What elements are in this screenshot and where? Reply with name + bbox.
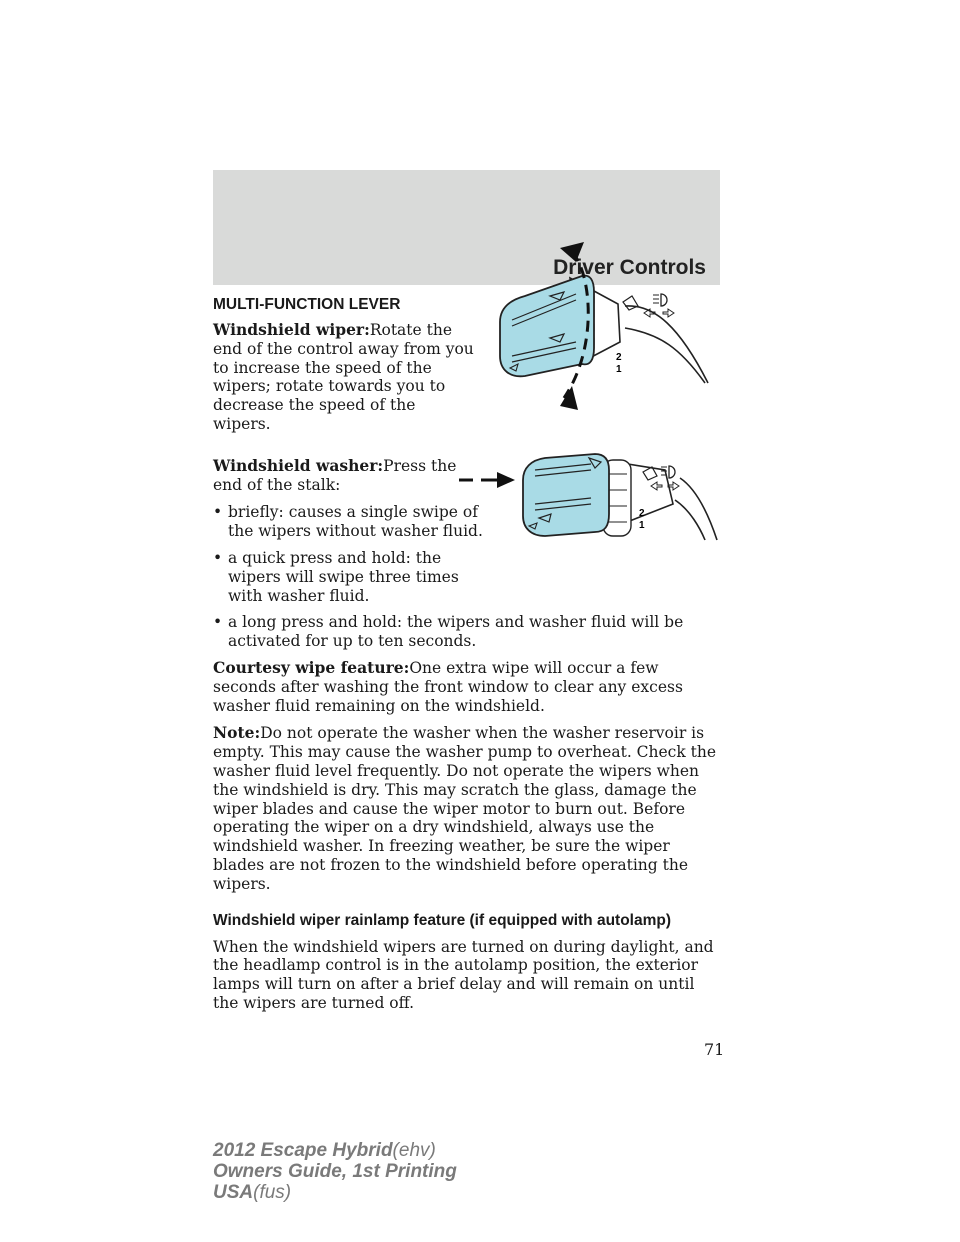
footer-model-code: (ehv) <box>392 1140 436 1161</box>
washer-press-illustration <box>455 440 720 545</box>
section-title: Driver Controls <box>553 256 706 279</box>
footer-printing: Owners Guide, 1st Printing <box>213 1161 457 1182</box>
courtesy-text: One extra wipe will occur a few seconds after washing the front window to clear any excess washer fluid remaining on the windshield. <box>213 658 683 715</box>
courtesy-lead: Courtesy wipe feature: <box>213 657 410 677</box>
list-item: • a quick press and hold: the wipers will swipe three times with washer fluid. <box>213 548 459 605</box>
press-arrow <box>459 472 515 488</box>
courtesy-paragraph <box>213 659 723 715</box>
ring-label-1: 1 <box>616 364 622 375</box>
list-item: • a long press and hold: the wipers and washer fluid will be activated for up to ten seconds. <box>213 613 684 651</box>
note-paragraph <box>213 724 723 893</box>
ring-label-2: 2 <box>616 352 622 363</box>
footer-country: USA <box>213 1182 254 1203</box>
washer-text: Press the end of the stalk: <box>213 456 457 494</box>
page-heading: MULTI-FUNCTION LEVER <box>213 296 401 313</box>
rainlamp-paragraph: When the windshield wipers are turned on during daylight, and the headlamp control is in the autolamp position, the exterior lamps will turn on after a brief delay and will remain on until the wipers are turned off. <box>213 937 714 1012</box>
footer-country-code: (fus) <box>253 1182 292 1203</box>
footer <box>213 1140 457 1203</box>
washer-paragraph <box>213 457 475 495</box>
list-item: • briefly: causes a single swipe of the wipers without washer fluid. <box>213 503 483 541</box>
note-text: Do not operate the washer when the washer reservoir is empty. This may cause the washer pump to overheat. Check the washer fluid level frequently. Do not operate the wipers when the windshield is dry. This may scratch the glass, damage the wiper blades and cause the wiper motor to burn out. Before operating the wiper on a dry windshield, always use the windshield washer. In freezing weather, be sure the wiper blades are not frozen to the windshield before operating the wipers. <box>213 724 717 893</box>
wiper-lead: Windshield wiper: <box>213 320 370 339</box>
wiper-rotate-illustration <box>490 238 715 413</box>
ring-label-2: 2 <box>639 508 645 519</box>
page-number: 71 <box>704 1040 725 1059</box>
washer-lead: Windshield washer: <box>213 455 384 475</box>
wiper-paragraph <box>213 321 475 434</box>
washer-icon <box>623 296 638 310</box>
headlamp-icon <box>653 294 667 306</box>
wiper-text: Rotate the end of the control away from you to increase the speed of the wipers; rotate towards you to decrease the speed of the wipers. <box>213 321 474 433</box>
footer-model: 2012 Escape Hybrid <box>213 1140 393 1161</box>
ring-label-1: 1 <box>639 520 645 531</box>
note-lead: Note: <box>213 723 261 743</box>
rainlamp-heading: Windshield wiper rainlamp feature (if equipped with autolamp) <box>213 911 672 929</box>
